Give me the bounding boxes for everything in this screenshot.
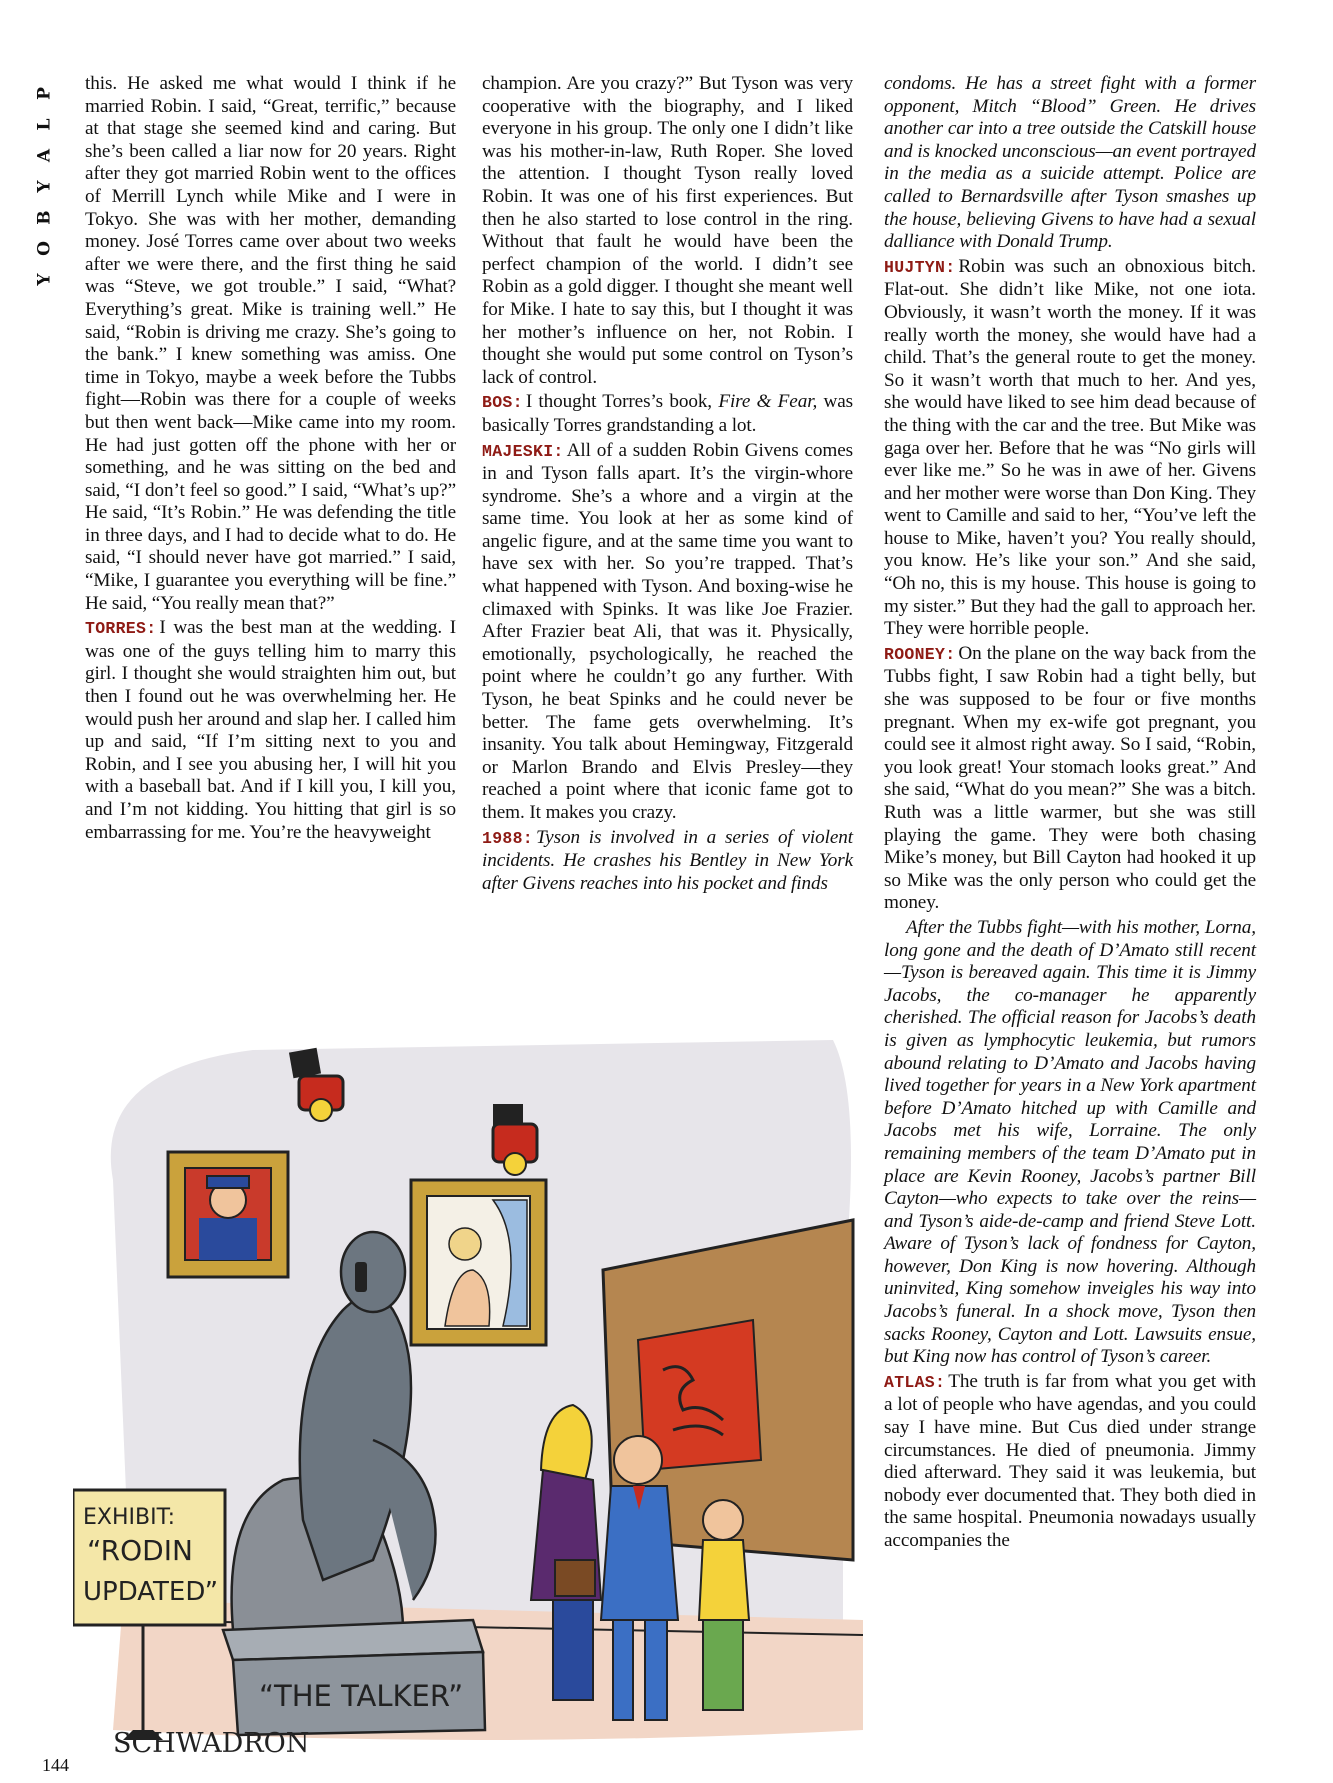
speaker-label: BOS: (482, 393, 523, 413)
speaker-label: ATLAS: (884, 1372, 946, 1392)
pedestal (223, 1620, 485, 1735)
cartoon-illustration (73, 1040, 873, 1755)
paragraph (884, 1371, 1256, 1553)
paragraph-text: I was the best man at the wedding. I was one of the guys telling him to marry this girl. I thought she would straighten him out, but then I found out he was overwhelming her. He would push her around and slap her. I called him up and said, “If I’m sitting next to you and Robin, and I see you abusing her, I will hit you with a baseball bat. And if I kill you, I kill you, and I’m not kidding. You hitting that girl is so embarrassing for me. You’re the heavyweight (85, 617, 456, 843)
sign-line-1: EXHIBIT: (83, 1505, 176, 1530)
masthead-letter: B (34, 210, 55, 225)
column-2 (482, 73, 853, 897)
speaker-label: HUJTYN: (884, 257, 956, 277)
pedestal-label: “THE TALKER” (259, 1679, 464, 1713)
masthead (34, 78, 56, 295)
paragraph-text: On the plane on the way back from the Tubbs fight, I saw Robin had a tight belly, but she was supposed to be four or five months pregnant. When my ex-wife got pregnant, you could see it almost right away. So I said, “Robin, you look great! Your stomach looks great.” And she said, “What do you mean?” She was a bitch. Ruth was a little warmer, but she was still playing the game. They were both chasing Mike’s money, but Bill Cayton had hooked it up so Mike was the only person who could get the money. (884, 642, 1256, 914)
paragraph: this. He asked me what would I think if he married Robin. I said, “Great, terrific,” because at that stage she seemed kind and caring. But she’s been called a liar now for 20 years. Right after they got married Robin went to the offices of Merrill Lynch while Mike and I were in Tokyo. She was with her mother, demanding money. José Torres came over about two weeks after we were there, and the first thing he said was “Steve, we got trouble.” I said, “What? Everything’s great. Mike is training well.” He said, “Robin is driving me crazy. She’s going to the bank.” I knew something was amiss. One time in Tokyo, maybe a week before the Tubbs fight—Robin was there for a couple of weeks but then went back—Mike came into my room. He had just gotten off the phone with her or something, and he was sitting on the bed and said, “I don’t feel so good.” I said, “What’s up?” He said, “It’s Robin.” He was defending the title in three days, and I had to decide what to do. He said, “I should never have got married.” I said, “Mike, I guarantee you everything will be fine.” He said, “You really mean that?” (85, 73, 456, 614)
paragraph: condoms. He has a street fight with a former opponent, Mitch “Blood” Green. He drives another car into a tree outside the Catskill house and is knocked unconscious—an event portrayed in the media as a suicide attempt. Police are called to Bernardsville after Tyson smashes up the house, believing Givens to have had a sexual dalliance with Donald Trump. (884, 73, 1256, 253)
paragraph: After the Tubbs fight—with his mother, Lorna, long gone and the death of D’Amato still recent—Tyson is bereaved again. This time it is Jimmy Jacobs, the co-manager he apparently cherished. The official reason for Jacobs’s death is given as lymphocytic leukemia, but rumors abound relating to D’Amato and Jacobs having lived together for years in a New York apartment before D’Amato hitched up with Camille and Jacobs met his wife, Lorraine. The only remaining members of the team D’Amato put in place are Kevin Rooney, Jacobs’s partner Bill Cayton—who expects to take over the reins—and Tyson’s aide-de-camp and friend Steve Lott. Aware of Tyson’s lack of fondness for Cayton, however, Don King is now hovering. Although uninvited, King somehow inveigles his way into Jacobs’s funeral. In a shock move, Tyson then sacks Rooney, Cayton and Lott. Lawsuits ensue, but King now has control of Tyson’s career. (884, 916, 1256, 1368)
paragraph-text: Robin was such an obnoxious bitch. Flat-out. She didn’t like Mike, not one iota. Obviously, it wasn’t worth the money. If it was really worth the money, she would have had a child. That’s the general route to get the money. So it wasn’t worth that much to her. And yes, she would have liked to see him dead because of the thing with the car and the tree. But Mike was gaga over her. Before that he was “No girls will ever like me.” So he was in awe of her. Givens and her mother were worse than Don King. They went to Camille and said to her, “You’ve left the house to Mike, haven’t you? You really should, you know. He’s like your son.” And she said, “Oh no, this is my house. This house is going to my sister.” But they had the gall to approach her. They were horrible people. (884, 255, 1256, 640)
paragraph-text: The truth is far from what you get with a lot of people who have agendas, and you could say I have mine. But Cus died under strange circumstances. He died of pneumonia. Jimmy died afterward. They said it was leukemia, but nobody ever documented that. They both died in the same hospital. Pneumonia nowadays usually accompanies the (884, 1370, 1256, 1551)
speaker-label: TORRES: (85, 619, 157, 639)
speaker-label: MAJESKI: (482, 441, 564, 461)
paragraph (884, 643, 1256, 915)
column-1 (85, 73, 456, 846)
paragraph (884, 256, 1256, 641)
masthead-letter: L (34, 118, 55, 131)
paragraph: champion. Are you crazy?” But Tyson was very cooperative with the biography, and I liked everyone in his group. The only one I didn’t like was his mother-in-law, Ruth Roper. She loved the attention. I thought Tyson really loved Robin. It was one of his first experiences. But then he also started to lose control in the ring. Without that fault he would have been the perfect champion of the world. I didn’t see Robin as a gold digger. I thought she meant well for Mike. I hate to say this, but I thought it was her mother’s influence on her, not Robin. I thought she would put some control on Tyson’s lack of control. (482, 73, 853, 388)
page-number: 144 (42, 1755, 69, 1775)
speaker-label: ROONEY: (884, 644, 956, 664)
paragraph (482, 827, 853, 896)
year-label: 1988: (482, 828, 534, 848)
masthead-letter: Y (34, 180, 55, 193)
paragraph (482, 391, 853, 437)
masthead-letter: A (34, 148, 55, 163)
paragraph-text: I thought Torres’s book, (525, 391, 713, 413)
paragraph-text: was basically Torres grandstanding a lot. (482, 391, 854, 436)
sign-line-3: UPDATED” (83, 1577, 219, 1607)
sign-line-2: “RODIN (87, 1534, 193, 1567)
column-3 (884, 73, 1256, 1555)
paragraph-text: All of a sudden Robin Givens comes in and Tyson falls apart. It’s the virgin-whore syndrome. She’s a whore and a virgin at the same time. You look at her as some kind of angelic figure, and at the same time you want to have sex with her. So you’re trapped. That’s what happened with Tyson. And boxing-wise he climaxed with Spinks. It was like Joe Frazier. After Frazier beat Ali, that was it. Physically, emotionally, psychologically, he reached the point where he couldn’t go any further. With Tyson, he beat Spinks and he could never be better. The fame gets overwhelming. It’s insanity. You talk about Hemingway, Fitzgerald or Marlon Brando and Elvis Presley—they reached a point where that iconic fame got to them. It makes you crazy. (482, 439, 853, 823)
book-title: Fire & Fear, (718, 391, 818, 413)
paragraph (482, 440, 853, 825)
masthead-letter: O (34, 241, 55, 256)
painting-captain (168, 1152, 288, 1277)
paragraph (85, 617, 456, 844)
paragraph-text: Tyson is involved in a series of violent incidents. He crashes his Bentley in New York after Givens reaches into his pocket and finds (482, 826, 853, 894)
masthead-letter: Y (34, 273, 55, 286)
painting-lady (411, 1180, 546, 1345)
masthead-letter: P (34, 87, 55, 100)
artist-signature: SCHWADRON (113, 1728, 310, 1755)
